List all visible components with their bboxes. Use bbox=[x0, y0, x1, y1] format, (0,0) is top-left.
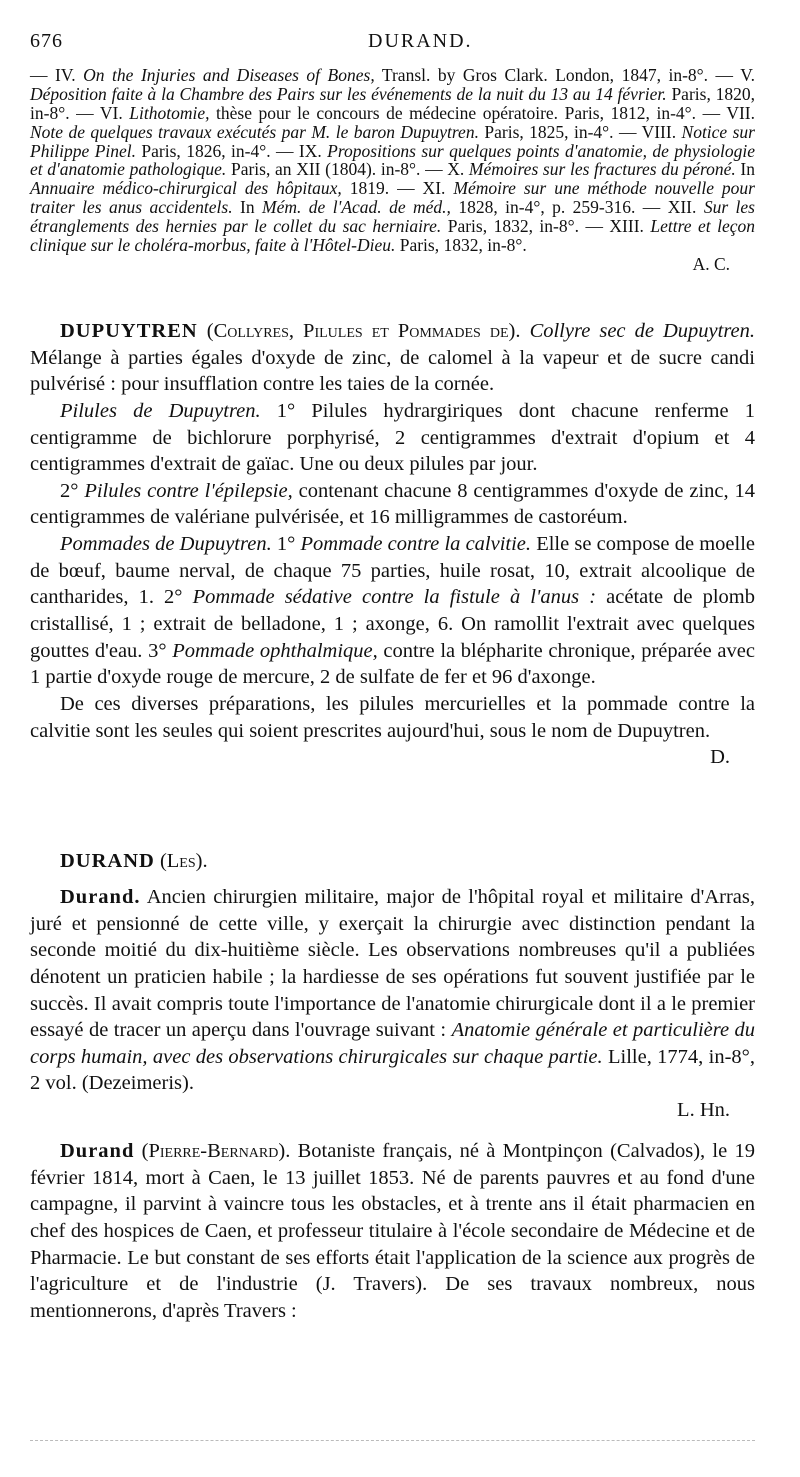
entry-paragraph bbox=[30, 884, 755, 1097]
references-paragraph bbox=[30, 66, 755, 255]
ref-text: Paris, 1825, in-4°. — VIII. bbox=[478, 121, 682, 142]
entry-paragraph bbox=[30, 318, 755, 398]
entry-heading: DURAND bbox=[60, 850, 155, 872]
ref-text: — IV. bbox=[30, 65, 84, 85]
ref-text: Paris, 1826, in-4°. — IX. bbox=[136, 140, 328, 161]
ref-text: Transl. by Gros Clark. London, 1847, in-8°. — V. bbox=[374, 65, 756, 85]
ref-text: Paris, 1832, in-8°. — XIII. bbox=[441, 216, 651, 237]
ref-title: Annuaire médico-chirurgical des hôpitaux, bbox=[30, 178, 342, 199]
entry-italic: Pommade contre la calvitie. bbox=[300, 533, 532, 556]
entry-heading: Durand bbox=[60, 1140, 135, 1162]
ref-title: Mémoire sur une méthode nouvelle pour traiter les anus accidentels. bbox=[30, 178, 755, 218]
ref-title: Déposition faite à la Chambre des Pairs sur les événements de la nuit du 13 au 14 février. bbox=[30, 83, 667, 104]
entry-text: Elle se compose de moelle de bœuf, baume nerval, de chaque 75 parties, huile rosat, 10, extrait alcoolique de cantharides, 1. 2° bbox=[30, 533, 755, 609]
entry-italic: Pilules contre l'épilepsie, bbox=[84, 479, 293, 502]
ref-text: Paris, 1832, in-8°. bbox=[395, 235, 527, 256]
ref-text: 1828, in-4°, p. 259-316. — XII. bbox=[450, 197, 704, 218]
ref-text: In bbox=[735, 159, 755, 180]
entry-text: 1° bbox=[271, 533, 301, 556]
author-signature: D. bbox=[710, 746, 730, 769]
ref-text: 1819. — XI. bbox=[341, 178, 454, 199]
entry-dupuytren bbox=[30, 318, 755, 771]
entry-text: 2° bbox=[60, 479, 85, 502]
ref-title: Lettre et leçon clinique sur le choléra-morbus, faite à l'Hôtel-Dieu. bbox=[30, 216, 755, 256]
entry-italic: Pommade sédative contre la fistule à l'anus : bbox=[192, 586, 597, 609]
entry-text: contenant chacune 8 centigrammes d'oxyde de zinc, 14 centigrammes de valériane pulvérisée, et 16 milligrammes de castoréum. bbox=[30, 479, 755, 529]
entry-paragraph bbox=[30, 398, 755, 478]
author-signature: L. Hn. bbox=[677, 1099, 730, 1122]
ref-title: On the Injuries and Diseases of Bones, bbox=[83, 65, 375, 85]
entry-durand-les bbox=[30, 848, 755, 875]
entry-text: Botaniste français, né à Montpinçon (Calvados), le 19 février 1814, mort à Caen, le 13 juillet 1853. Né de parents pauvres et au fond d'une campagne, il parvint à vaincre tous les obstacles, et à trente ans il était pharmacien en chef des hospices de Caen, et professeur titulaire à l'école secondaire de Médecine et de Pharmacie. Le but constant de ses efforts était l'application de la science aux progrès de l'agriculture et de l'industrie (J. Travers). De ses travaux nombreux, nous mentionnerons, d'après Travers : bbox=[30, 1140, 756, 1322]
ref-title: Sur les étranglements des hernies par le collet du sac herniaire. bbox=[30, 197, 755, 237]
entry-italic: Pilules de Dupuytren. bbox=[60, 399, 261, 422]
ref-text: Paris, 1820, in-8°. — VI. bbox=[30, 83, 756, 123]
entry-paragraph bbox=[30, 848, 755, 875]
entry-heading: Durand. bbox=[60, 886, 141, 908]
entry-text: Ancien chirurgien militaire, major de l'hôpital royal et militaire d'Arras, juré et pensionné de cette ville, y exerçait la chirurgie avec distinction pendant la seconde moitié du dix-huitième siècle. Les observations nombreuses qu'il a publiées dénotent un praticien habile ; la hardiesse de ses opérations fut souvent justifiée par le succès. Il avait compris toute l'importance de l'anatomie chirurgicale dont il a le premier essayé de tracer un aperçu dans l'ouvrage suivant : bbox=[30, 886, 755, 1042]
entry-text: contre la blépharite chronique, préparée avec 1 partie d'oxyde rouge de mercure, 2 de sulfate de fer et 96 d'axonge. bbox=[30, 639, 755, 689]
entry-paragraph bbox=[30, 531, 755, 691]
ref-title: Lithotomie, bbox=[129, 102, 210, 123]
entry-subheading: (Collyres, Pilules et Pommades de). bbox=[206, 320, 521, 342]
author-signature: A. C. bbox=[692, 253, 730, 274]
entry-text: Mélange à parties égales d'oxyde de zinc, de calomel à la vapeur et de sucre candi pulvérisé : pour insufflation contre les taies de la cornée. bbox=[30, 346, 755, 396]
entry-italic: Collyre sec de Dupuytren. bbox=[529, 320, 756, 342]
entry-durand-surgeon bbox=[30, 884, 755, 1124]
running-title: DURAND. bbox=[368, 30, 473, 52]
ref-text: In bbox=[232, 197, 262, 218]
entry-italic: Pommade ophthalmique, bbox=[172, 639, 378, 662]
entry-text: Lille, 1774, in-8°, 2 vol. (Dezeimeris). bbox=[30, 1045, 755, 1095]
ref-title: Note de quelques travaux exécutés par M. le baron Dupuytren. bbox=[30, 121, 479, 142]
entry-heading: DUPUYTREN bbox=[60, 320, 198, 342]
ref-text: thèse pour le concours de médecine opératoire. Paris, 1812, in-4°. — VII. bbox=[209, 102, 755, 123]
page-number: 676 bbox=[30, 30, 63, 52]
entry-durand-pierre-bernard bbox=[30, 1138, 755, 1324]
bibliography-references bbox=[30, 66, 755, 274]
entry-subheading: (Les). bbox=[159, 850, 208, 872]
entry-paragraph bbox=[30, 478, 755, 531]
page-bottom-rule bbox=[30, 1440, 755, 1441]
ref-title: Mém. de l'Acad. de méd., bbox=[262, 197, 451, 218]
ref-text: Paris, an XII (1804). in-8°. — X. bbox=[226, 159, 469, 180]
ref-title: Mémoires sur les fractures du péroné. bbox=[468, 159, 736, 180]
ref-title: Propositions sur quelques points d'anatomie, de physiologie et d'anatomie pathologique. bbox=[30, 140, 755, 180]
entry-paragraph: De ces diverses préparations, les pilules mercurielles et la pommade contre la calvitie sont les seules qui soient prescrites aujourd'hui, sous le nom de Dupuytren. bbox=[30, 692, 755, 742]
ref-title: Notice sur Philippe Pinel. bbox=[30, 121, 755, 161]
entry-subheading: (Pierre-Bernard). bbox=[141, 1140, 291, 1162]
entry-italic: Pommades de Dupuytren. bbox=[60, 533, 272, 556]
entry-text: acétate de plomb cristallisé, 1 ; extrait de belladone, 1 ; axonge, 6. On ramollit l'extrait avec quelques gouttes d'eau. 3° bbox=[30, 586, 755, 662]
entry-text: 1° Pilules hydrargiriques dont chacune renferme 1 centigramme de bichlorure porphyrisé, 2 centigrammes d'extrait d'opium et 4 centigrammes d'extrait de gaïac. Une ou deux pilules par jour. bbox=[30, 399, 755, 476]
entry-italic: Anatomie générale et particulière du corps humain, avec des observations chirurgicales sur chaque partie. bbox=[30, 1019, 756, 1068]
entry-paragraph bbox=[30, 1138, 755, 1324]
